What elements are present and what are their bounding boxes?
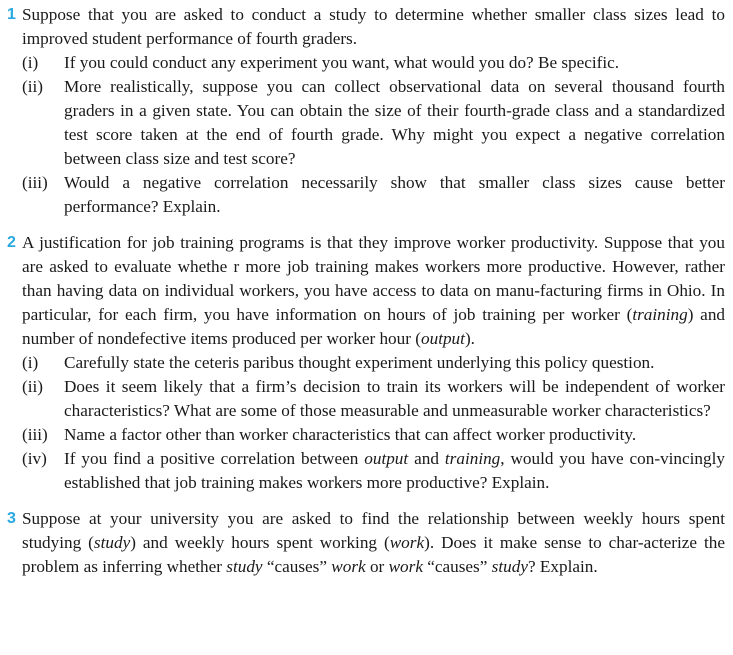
variable-name: study [226, 557, 263, 576]
problem-part [22, 423, 725, 447]
stem-text: ? Explain. [527, 557, 598, 576]
stem-text: A justification for job training programs is that they improve worker productivity. Suppose that you are asked to evaluate whethe r more job training makes workers more productive. However, rather than having data on individual workers, you have access to data on manu-facturing firms in Ohio. In particular, for each firm, you have information on hours of job training per worker ( [22, 233, 725, 324]
part-text: Does it seem likely that a firm’s decision to train its workers will be independent of worker characteristics? What are some of those measurable and unmeasurable worker characteristics? [64, 377, 725, 420]
variable-name: training [444, 449, 501, 468]
problem-2 [0, 231, 733, 495]
stem-text: ). [464, 329, 475, 348]
stem-text: or [365, 557, 389, 576]
part-text: More realistically, suppose you can collect observational data on several thousand fourth graders in a given state. You can obtain the size of their fourth-grade class and a standardized test score taken at the end of fourth grade. Why might you expect a negative correlation between class size and test score? [64, 77, 725, 168]
part-text-segment: and [408, 449, 445, 468]
variable-name: work [388, 557, 423, 576]
problem-part [22, 351, 725, 375]
problem-stem [22, 231, 725, 351]
stem-text: ) and number of nondefective items produced per worker hour ( [22, 305, 726, 348]
variable-name: output [364, 449, 409, 468]
part-label: (iii) [22, 425, 48, 444]
problem-part [22, 171, 725, 219]
part-text: If you could conduct any experiment you want, what would you do? Be specific. [64, 53, 620, 72]
variable-name: training [632, 305, 688, 324]
stem-text: ) and weekly hours spent working ( [130, 533, 390, 552]
variable-name: study [93, 533, 131, 552]
problem-stem: Suppose that you are asked to conduct a study to determine whether smaller class sizes lead to improved student performance of fourth graders. [22, 5, 725, 48]
part-label: (ii) [22, 377, 43, 396]
stem-text: “causes” [422, 557, 492, 576]
variable-name: work [331, 557, 366, 576]
variable-name: output [421, 329, 465, 348]
problem-part [22, 51, 725, 75]
stem-text: Suppose at your university you are asked to find the relationship between weekly hours spent studying ( [22, 509, 725, 552]
variable-name: study [491, 557, 528, 576]
problem-number: 1 [7, 6, 16, 23]
part-label: (i) [22, 353, 39, 372]
part-text: Would a negative correlation necessarily show that smaller class sizes cause better performance? Explain. [64, 173, 725, 216]
part-text [64, 449, 725, 492]
problem-3 [0, 507, 733, 579]
problem-part [22, 75, 725, 171]
problem-number: 3 [7, 510, 16, 527]
stem-text: “causes” [262, 557, 332, 576]
part-label: (ii) [22, 77, 43, 96]
part-text: Carefully state the ceteris paribus thought experiment underlying this policy question. [64, 353, 655, 372]
part-text: Name a factor other than worker characteristics that can affect worker productivity. [64, 425, 637, 444]
part-text-segment: If you find a positive correlation between [64, 449, 365, 468]
problem-part [22, 447, 725, 495]
part-text-segment: , would you have con-vincingly established that job training makes workers more productive? Explain. [64, 449, 725, 492]
part-label: (iv) [22, 449, 47, 468]
part-label: (iii) [22, 173, 48, 192]
stem-text: ). Does it make sense to char-acterize the problem as inferring whether [22, 533, 726, 576]
part-label: (i) [22, 53, 39, 72]
problem-stem [22, 507, 725, 579]
problem-number: 2 [7, 234, 16, 251]
problem-part [22, 375, 725, 423]
variable-name: work [389, 533, 425, 552]
problem-1 [0, 3, 733, 219]
